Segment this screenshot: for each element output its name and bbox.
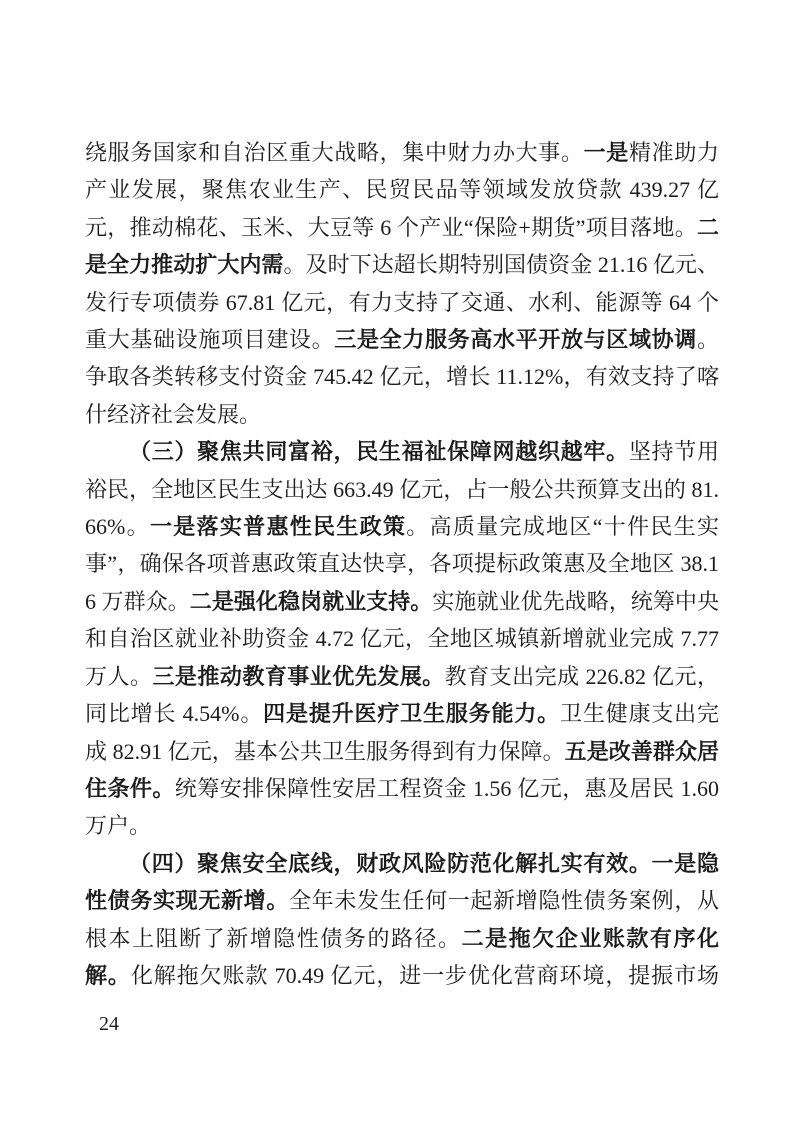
bold-run: 二是全力推动扩大内需 (85, 214, 719, 278)
document-body (85, 134, 719, 994)
text-run: 精准助力产业发展，聚焦农业生产、民贸民品等领域发放贷款 439.27 亿元，推动棉花、玉米、大豆等 6 个产业“保险+期货”项目落地。 (85, 140, 719, 240)
bold-run: 二是拖欠企业账款有序化解。 (85, 925, 719, 988)
text-run: 教育支出完成 226.82 亿元，同比增长 4.54%。 (85, 663, 719, 727)
bold-run: （三）聚焦共同富裕，民生福祉保障网越织越牢。 (129, 439, 629, 465)
text-run: 卫生健康支出完成 82.91 亿元，基本公共卫生服务得到有力保障。 (85, 701, 719, 764)
text-run: 。及时下达超长期特别国债资金 21.16 亿元、发行专项债券 67.81 亿元，有力支持了交通、水利、能源等 64 个重大基础设施项目建设。 (85, 252, 719, 353)
bold-run: 三是推动教育事业优先发展。 (152, 663, 445, 689)
text-run: 。争取各类转移支付资金 745.42 亿元，增长 11.12%，有效支持了喀什经济社会发展。 (85, 327, 719, 427)
text-run: 化解拖欠账款 70.49 亿元，进一步优化营商环境，提振市场 (130, 962, 719, 988)
text-run: 坚持节用裕民，全地区民生支出达 663.49 亿元，占一般公共预算支出的 81.66%。 (85, 439, 719, 540)
text-run: 统筹安排保障性安居工程资金 1.56 亿元，惠及居民 1.60 万户。 (85, 775, 719, 839)
text-run: 绕服务国家和自治区重大战略，集中财力办大事。 (85, 140, 584, 165)
paragraph (85, 134, 719, 433)
bold-run: 五是改善群众居住条件。 (85, 738, 719, 801)
text-run: 。高质量完成地区“十件民生实事”，确保各项普惠政策直达快享，各项提标政策惠及全地区 38.16 万群众。 (85, 514, 719, 614)
bold-run: 一是 (583, 140, 629, 165)
bold-run: （四）聚焦安全底线，财政风险防范化解扎实有效。一是隐性债务实现无新增。 (85, 850, 719, 914)
paragraph (85, 433, 719, 844)
bold-run: 二是强化稳岗就业支持。 (189, 588, 433, 614)
bold-run: 四是提升医疗卫生服务能力。 (263, 701, 560, 727)
text-run: 全年未发生任何一起新增隐性债务案例，从根本上阻断了新增隐性债务的路径。 (85, 888, 719, 951)
bold-run: 一是落实普惠性民生政策 (149, 514, 407, 540)
text-run: 实施就业优先战略，统筹中央和自治区就业补助资金 4.72 亿元，全地区城镇新增就业完成 7.77 万人。 (85, 588, 719, 689)
bold-run: 三是全力服务高水平开放与区域协调 (334, 327, 697, 353)
page-number: 24 (99, 1013, 119, 1035)
paragraph (85, 845, 719, 995)
